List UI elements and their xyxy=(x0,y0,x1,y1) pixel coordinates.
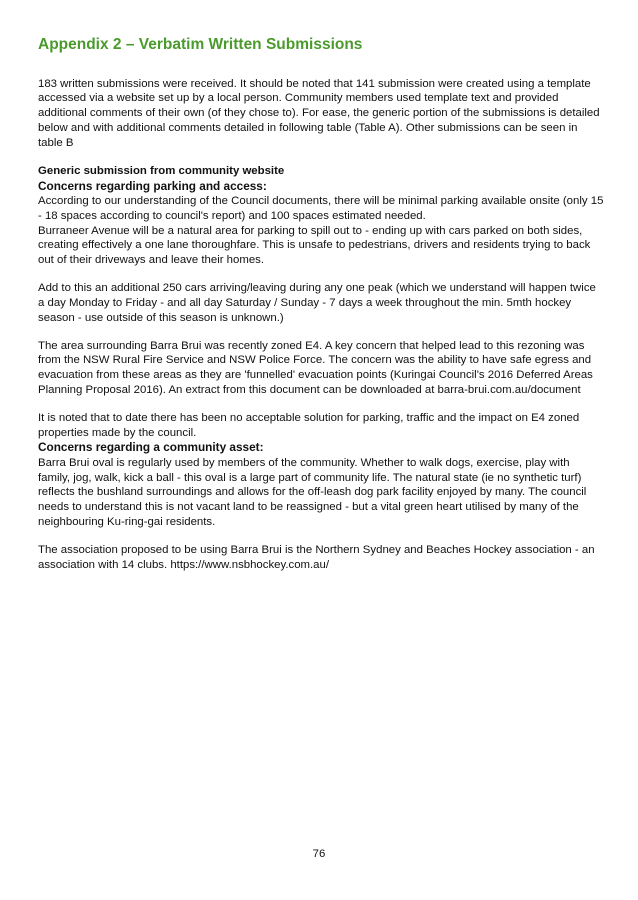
intro-paragraph: 183 written submissions were received. It should be noted that 141 submission were created using a template accessed via a website set up by a local person. Community members used template text and provided additional comments of their own (of they chose to). For ease, the generic portion of the submissions is detailed below and with additional comments detailed in following table (Table A). Other submissions can be seen in table B xyxy=(38,77,600,149)
parking-paragraph-1: According to our understanding of the Council documents, there will be minimal parking available onsite (only 15 - 18 spaces according to council's report) and 100 spaces estimated needed. xyxy=(38,194,604,222)
generic-submission-title: Generic submission from community website xyxy=(38,164,285,177)
parking-paragraph-3: Add to this an additional 250 cars arriving/leaving during any one peak (which we understand will happen twice a day Monday to Friday - and all day Saturday / Sunday - 7 days a week throughout the min. 5mth hockey season - use outside of this season is unknown.) xyxy=(38,282,596,324)
parking-section-title: Concerns regarding parking and access: xyxy=(38,178,267,193)
asset-paragraph-2: The association proposed to be using Barra Brui is the Northern Sydney and Beaches Hockey association - an association with 14 clubs. https://www.nsbhockey.com.au/ xyxy=(38,543,595,571)
page-number: 76 xyxy=(312,848,326,860)
asset-paragraph-1: Barra Brui oval is regularly used by members of the community. Whether to walk dogs, exercise, play with family, jog, walk, kick a ball - this oval is a large part of community life. The natural state (ie no synthetic turf) reflects the bushland surroundings and allows for the off-leash dog park facility enjoyed by many. The council needs to understand this is not vacant land to be reassigned - but a vital green heart utilised by many of the neighbouring Ku-ring-gai residents. xyxy=(38,456,587,529)
asset-section-title: Concerns regarding a community asset: xyxy=(38,440,264,455)
parking-paragraph-4: The area surrounding Barra Brui was recently zoned E4. A key concern that helped lead to this rezoning was from the NSW Rural Fire Service and NSW Police Force. The concern was the ability to have safe egress and evacuation from these areas as they are 'funnelled' evacuation points (Kuringai Council's 2016 Deferred Areas Planning Proposal 2016). An extract from this document can be downloaded at barra-brui.com.au/document xyxy=(38,339,593,396)
document-page xyxy=(38,36,604,573)
parking-paragraph-2: Burraneer Avenue will be a natural area for parking to spill out to - ending up with cars parked on both sides, creating effectively a one lane thoroughfare. This is unsafe to pedestrians, drivers and residents trying to back out of their driveways and leave their homes. xyxy=(38,224,591,267)
parking-paragraph-5: It is noted that to date there has been no acceptable solution for parking, traffic and the impact on E4 zoned properties made by the council. xyxy=(38,411,580,439)
page-heading: Appendix 2 – Verbatim Written Submissions xyxy=(38,36,363,53)
